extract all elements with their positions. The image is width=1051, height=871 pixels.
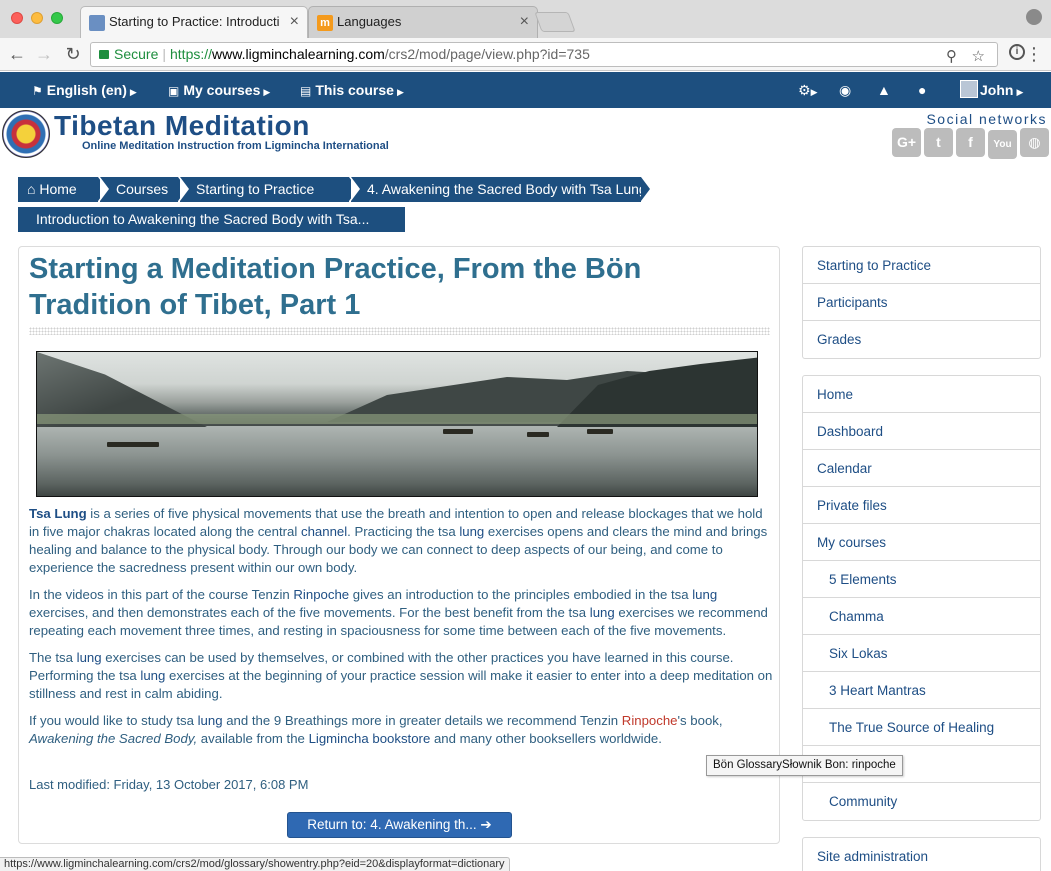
glossary-link[interactable]: lung — [197, 713, 223, 728]
sidebar-item-my-courses[interactable]: My courses — [803, 524, 1040, 561]
boat — [107, 442, 159, 447]
site-subtitle: Online Meditation Instruction from Ligmincha International — [82, 140, 389, 152]
caret-right-icon: ▶ — [1016, 87, 1024, 97]
document-icon — [89, 15, 105, 31]
home-icon: ⌂ — [27, 181, 40, 197]
bookstore-link[interactable]: bookstore — [372, 731, 431, 746]
caret-right-icon: ▶ — [396, 87, 404, 97]
tab-languages[interactable] — [308, 6, 538, 38]
sidebar-item-3-heart-mantras[interactable]: 3 Heart Mantras — [803, 672, 1040, 709]
sidebar-item-home[interactable]: Home — [803, 376, 1040, 413]
paragraph: If you would like to study tsa lung and the 9 Breathings more in greater details we recommend Tenzin Rinpoche's book, Awakening the Sacred Body, available from the Ligmincha bookstore and many other booksellers worldwide. — [29, 713, 723, 746]
sidebar-item-community[interactable]: Community — [829, 794, 898, 809]
menu-icon[interactable]: ⋮ — [1025, 44, 1043, 64]
sidebar-item-5-elements[interactable]: 5 Elements — [803, 561, 1040, 598]
caret-right-icon: ▶ — [129, 87, 137, 97]
user-menu[interactable]: John ▶ — [960, 72, 1023, 108]
sidebar-item-starting-to-practice[interactable]: Starting to Practice — [803, 247, 1040, 284]
chat-icon[interactable]: ● — [918, 82, 927, 98]
twitter-icon[interactable]: t — [924, 128, 953, 157]
forward-icon[interactable]: → — [35, 44, 53, 64]
sidebar-item-chamma[interactable]: Chamma — [803, 598, 1040, 635]
url-protocol: https:// — [170, 46, 213, 62]
return-button[interactable]: Return to: 4. Awakening th... ➔ — [287, 812, 512, 838]
site-title[interactable]: Tibetan Meditation — [54, 110, 310, 141]
social-icons — [889, 128, 1049, 159]
breadcrumb-current: Introduction to Awakening the Sacred Body with Tsa... — [18, 207, 405, 232]
sidebar-item-true-source-of-healing[interactable]: The True Source of Healing — [803, 709, 1040, 746]
google-plus-icon[interactable]: G+ — [892, 128, 921, 157]
social-networks-label: Social networks — [926, 111, 1047, 127]
flag-icon: ⚑ — [32, 84, 43, 98]
glossary-link[interactable]: lung — [76, 650, 102, 665]
glossary-tooltip: Bön GlossarySłownik Bon: rinpoche — [706, 755, 903, 776]
site-banner — [0, 108, 1051, 164]
glossary-link[interactable]: Ligmincha — [308, 731, 369, 746]
new-tab-button[interactable] — [534, 12, 575, 32]
bookmark-star-icon[interactable]: ☆ — [971, 48, 985, 65]
maximize-window-button[interactable] — [51, 12, 63, 24]
briefcase-icon: ▣ — [168, 84, 180, 98]
page-body — [29, 505, 773, 757]
sidebar-item-participants[interactable]: Participants — [803, 284, 1040, 321]
glossary-link[interactable]: channel — [300, 524, 348, 539]
tab-starting-to-practice[interactable] — [80, 6, 308, 38]
globe-icon[interactable]: ◍ — [1020, 128, 1049, 157]
browser-tab-bar — [0, 0, 1051, 38]
bell-icon[interactable]: ▲ — [877, 82, 891, 98]
lock-icon — [99, 50, 109, 59]
sidebar-item-grades[interactable]: Grades — [817, 332, 862, 347]
sidebar-item-six-lokas[interactable]: Six Lokas — [803, 635, 1040, 672]
admin-block — [802, 837, 1041, 871]
sidebar-item-calendar[interactable]: Calendar — [803, 450, 1040, 487]
lake-landscape-image — [36, 351, 758, 497]
paragraph: In the videos in this part of the course Tenzin Rinpoche gives an introduction to the principles embodied in the tsa lung exercises, and then demonstrates each of the five movements. For the best benefit from the tsa lung exercises we recommend repeating each movement three times, and resting in spaciousness for some time between each of the five movements. — [29, 587, 768, 638]
minimize-window-button[interactable] — [31, 12, 43, 24]
boat — [443, 429, 473, 434]
glossary-link[interactable]: Tsa Lung — [29, 506, 87, 521]
page-title: Starting a Meditation Practice, From the Bön Tradition of Tibet, Part 1 — [29, 253, 642, 321]
this-course-menu[interactable]: ▤ This course ▶ — [300, 72, 404, 108]
glossary-link[interactable]: lung — [589, 605, 615, 620]
address-bar[interactable]: Secure | https://www.ligminchalearning.com/crs2/mod/page/view.php?id=735 ⚲ ☆ — [90, 42, 998, 67]
reload-icon[interactable]: ↻ — [65, 44, 81, 64]
last-modified: Last modified: Friday, 13 October 2017, 6:08 PM — [29, 777, 309, 792]
close-icon[interactable]: × — [289, 13, 299, 30]
glossary-link[interactable]: Rinpoche — [293, 587, 350, 602]
course-nav-block — [802, 246, 1041, 359]
status-bar-url: https://www.ligminchalearning.com/crs2/mod/glossary/showentry.php?eid=20&displayformat=dictionary — [0, 857, 510, 871]
gear-icon[interactable]: ⚙▶ — [798, 82, 818, 98]
sidebar-item-site-administration[interactable]: Site administration — [817, 849, 929, 864]
close-icon[interactable]: × — [519, 13, 529, 30]
close-window-button[interactable] — [11, 12, 23, 24]
book-icon: ▤ — [300, 84, 312, 98]
youtube-icon[interactable]: You — [988, 130, 1017, 159]
target-icon[interactable]: ◉ — [839, 82, 852, 98]
book-title: Awakening the Sacred Body, — [29, 731, 198, 746]
paragraph: Tsa Lung is a series of five physical movements that use the breath and intention to open and release blockages that we hold in five major chakras located along the central channel. Practicing the tsa lung exercises opens and clears the mind and brings healing and balance to the physical body. Through our body we can connect to deep aspects of our being, and come to experience the sacredness present within our own body. — [29, 506, 768, 575]
breadcrumb-courses[interactable]: Courses — [100, 177, 178, 202]
divider — [29, 327, 770, 335]
glossary-link[interactable]: lung — [140, 668, 166, 683]
secure-label: Secure — [114, 46, 159, 62]
paragraph: The tsa lung exercises can be used by themselves, or combined with the other practices you have learned in this course. Performing the tsa lung exercises at the beginning of your practice session will make it easier to enter into a deep meditation on stillness and rest in calm abiding. — [29, 650, 773, 701]
boat — [527, 432, 549, 437]
moodle-icon: m — [317, 15, 333, 31]
profile-icon[interactable] — [1026, 9, 1042, 25]
sidebar-item-dashboard[interactable]: Dashboard — [803, 413, 1040, 450]
site-navbar — [0, 72, 1051, 108]
logo-seal-icon[interactable] — [2, 110, 50, 158]
sidebar-item-private-files[interactable]: Private files — [803, 487, 1040, 524]
glossary-link-hovered[interactable]: Rinpoche — [621, 713, 678, 728]
main-content — [18, 246, 780, 844]
boat — [587, 429, 613, 434]
zoom-icon[interactable]: ⚲ — [946, 48, 957, 65]
glossary-link[interactable]: lung — [459, 524, 485, 539]
avatar — [960, 80, 978, 98]
sign-in-icon: ➔ — [480, 817, 492, 832]
caret-right-icon: ▶ — [263, 87, 271, 97]
tab-title: Languages — [337, 14, 402, 29]
breadcrumb-home[interactable]: ⌂ Home — [18, 177, 98, 202]
glossary-link[interactable]: lung — [692, 587, 718, 602]
back-icon[interactable]: ← — [8, 44, 26, 64]
breadcrumb-awakening[interactable]: 4. Awakening the Sacred Body with Tsa Lung — [351, 177, 641, 202]
my-courses-menu[interactable]: ▣ My courses ▶ — [168, 72, 270, 108]
url-host: www.ligminchalearning.com — [212, 46, 385, 62]
language-menu[interactable]: ⚑ English (en) ▶ — [32, 72, 137, 108]
facebook-icon[interactable]: f — [956, 128, 985, 157]
tab-title: Starting to Practice: Introducti — [109, 14, 280, 29]
url-path: /crs2/mod/page/view.php?id=735 — [384, 46, 590, 62]
browser-toolbar — [0, 38, 1051, 71]
breadcrumb-starting-to-practice[interactable]: Starting to Practice — [180, 177, 349, 202]
extension-icon[interactable]: i — [1009, 44, 1025, 60]
